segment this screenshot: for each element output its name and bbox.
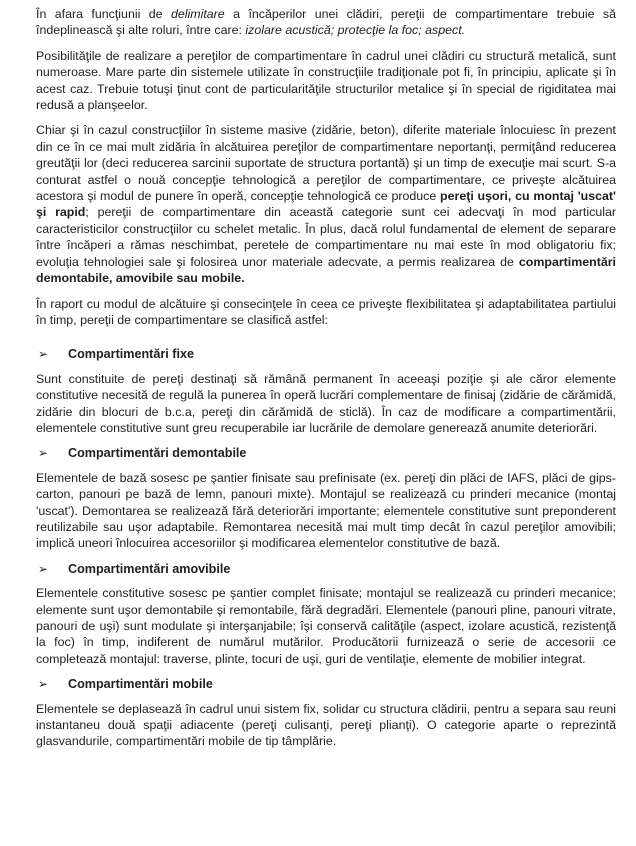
section-heading bbox=[38, 561, 616, 577]
section-fixed bbox=[36, 346, 616, 436]
intro-paragraph-2: Posibilităţile de realizare a pereţilor de compartimentare în cadrul unei clădiri cu structură metalică, sunt numeroase. Mare parte din sistemele utilizate în construcţiile tradiţionale pot fi, în principiu, aplicate şi în acest caz. Trebuie totuşi ţinut cont de particularităţile structurilor metalice şi în special de rigiditatea mai redusă a planşeelor. bbox=[36, 48, 616, 113]
section-body: Elementele constitutive sosesc pe şantier complet finisate; montajul se realizează cu prinderi mecanice; elemente sunt uşor demontabile şi remontabile, fără degradări. Elementele (panouri pline, panouri vitrate, panouri de uşi) sunt modulate şi interşanjabile; îşi conservă calităţile (aspect, izolare acustică, rezistenţă la foc) în timp, indiferent de numărul mutărilor. Producătorii furnizează o serie de accesorii ce completează montajul: traverse, plinte, tocuri de uşi, guri de ventilaţie, elemente de mobilier integrat. bbox=[36, 586, 616, 666]
text-run: În afara funcţiunii de bbox=[36, 7, 171, 21]
section-heading bbox=[38, 445, 616, 461]
arrow-bullet-icon: ➢ bbox=[38, 446, 49, 461]
section-title: Compartimentări fixe bbox=[68, 347, 194, 362]
text-run: ; pereţii de compartimentare din această categorie sunt cei adecvaţi în mod particular caracteristicilor construcţiilor cu schelet metalic. În plus, dacă rolul fundamental de element de separare între încăperi a rămas neschimbat, peretele de compartimentare nu mai este în mod obligatoriu fix; evoluţia tehnologiei sale şi folosirea unor materiale adecvate, a permis realizarea de bbox=[36, 205, 616, 269]
section-removable bbox=[36, 561, 616, 667]
arrow-bullet-icon: ➢ bbox=[38, 561, 49, 576]
section-body: Elementele se deplasează în cadrul unui sistem fix, solidar cu structura clădirii, pentru a separa sau reuni instantaneu două spaţii adiacente (pereţi culisanţi, pereţi plianţi). O categorie aparte o reprezintă glasvandurile, compartimentări mobile de tip tâmplărie. bbox=[36, 701, 616, 749]
section-body: Elementele de bază sosesc pe şantier finisate sau prefinisate (ex. pereţi din plăci de IAFS, plăci de gips-carton, panouri pe bază de lemn, panouri mixte). Montajul se realizează cu prinderi mecanice (montaj 'uscat'). Demontarea se realizează fără deteriorări importante; elementele constitutive sunt preponderent reutilizabile sau uşor adaptabile. Remontarea necesită mai mult timp decât în cazul pereţilor amovibili; implică uneori înlocuirea accesoriilor şi modificarea elementelor constitutive de bază. bbox=[36, 470, 616, 551]
text-run: a încăperilor unei clădiri, pereţii de compartimentare trebuie să îndeplinească şi alte roluri, între care: bbox=[36, 7, 616, 38]
italic-roles-list: izolare acustică; protecţie la foc; aspect. bbox=[245, 23, 466, 38]
section-demountable bbox=[36, 445, 616, 551]
bold-partition-types-phrase: compartimentări demontabile, amovibile sau mobile. bbox=[36, 254, 616, 286]
section-title: Compartimentări demontabile bbox=[68, 446, 247, 461]
document-page bbox=[36, 6, 616, 759]
section-heading bbox=[38, 346, 616, 362]
arrow-bullet-icon: ➢ bbox=[38, 677, 49, 692]
section-title: Compartimentări amovibile bbox=[68, 561, 231, 576]
section-body: Sunt constituite de pereţi destinaţi să rămână permanent în aceeaşi poziţie şi ale căror elemente constitutive necesită de regulă la punerea în operă lucrări complementare de finisaj (zidărie de cărămidă, zidărie din blocuri de b.c.a, pereţi din cărămidă de sticlă). În caz de modificare a compartimentării, elementele constitutive sunt greu recuperabile iar lucrările de demolare generează anumite deteriorări. bbox=[36, 371, 616, 435]
intro-paragraph-3 bbox=[36, 122, 616, 286]
intro-paragraph-4: În raport cu modul de alcătuire şi consecinţele în ceea ce priveşte flexibilitatea şi adaptabilitatea partiului în timp, pereţii de compartimentare se clasifică astfel: bbox=[36, 296, 616, 327]
intro-paragraph-1 bbox=[36, 6, 616, 39]
italic-term-delimitare: delimitare bbox=[170, 7, 225, 21]
text-run: Chiar şi în cazul construcţiilor în sisteme masive (zidărie, beton), diferite materiale înlocuiesc în prezent din ce în ce mai mult zidăria în alcătuirea pereţilor de compartimentare neportanţi, permiţând reducerea greutăţii lor (deci reducerea sarcinii suportate de structura portantă) şi un timp de execuţie mai scurt. S-a conturat astfel o nouă concepţie tehnologică a pereţilor de compartimentare, ce priveşte alcătuirea acestora şi modul de punere în operă, concepţie tehnologică ce produce bbox=[36, 123, 616, 204]
bold-light-walls-phrase: pereţi uşori, cu montaj 'uscat' şi rapid bbox=[36, 189, 617, 220]
section-mobile bbox=[36, 676, 616, 750]
arrow-bullet-icon: ➢ bbox=[38, 347, 49, 362]
section-heading bbox=[38, 676, 616, 692]
section-title: Compartimentări mobile bbox=[68, 677, 213, 692]
